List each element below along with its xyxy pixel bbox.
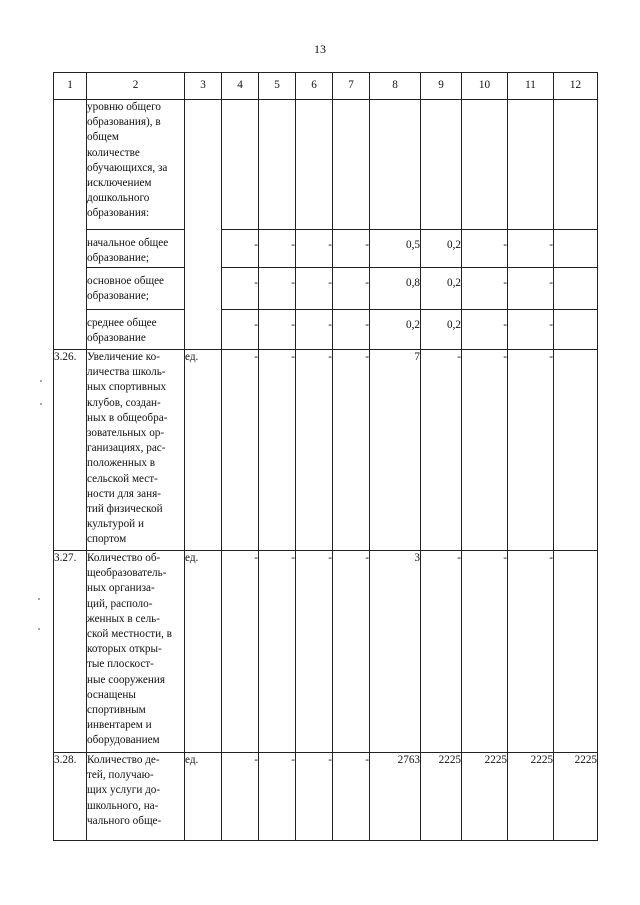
- value-cell: 0,2: [421, 268, 462, 310]
- value-cell: -: [462, 230, 508, 268]
- value-cell: -: [333, 551, 370, 753]
- row-label: Количество об- щеобразователь- ных организа- ций, располо- женных в сель- ской местности, в которых откры- тые плоскост- ные сооружения оснащены спортивным инвентарем и оборудованием: [87, 552, 172, 747]
- value-cell: 0,5: [370, 230, 421, 268]
- table-row: [54, 230, 598, 268]
- value-cell: -: [222, 268, 259, 310]
- header-cell: 6: [296, 73, 333, 100]
- value-cell: -: [462, 310, 508, 350]
- value-cell: -: [462, 268, 508, 310]
- header-cell: 2: [87, 73, 185, 100]
- header-cell: 1: [54, 73, 87, 100]
- value-cell: -: [508, 551, 554, 753]
- value-cell: -: [333, 350, 370, 551]
- value-cell: -: [222, 230, 259, 268]
- value-cell: 2225: [462, 753, 508, 841]
- value-cell: -: [333, 753, 370, 841]
- value-cell: -: [222, 350, 259, 551]
- unit-cell: ед.: [185, 551, 222, 753]
- header-cell: 10: [462, 73, 508, 100]
- scan-speck: [38, 598, 40, 600]
- value-cell: 0,2: [370, 310, 421, 350]
- scan-speck: [38, 628, 40, 630]
- indicators-table: [53, 72, 598, 841]
- row-description: [87, 268, 185, 310]
- value-cell: 2225: [421, 753, 462, 841]
- value-cell: -: [296, 310, 333, 350]
- unit-cell: [185, 100, 222, 350]
- row-label: Количество де- тей, получаю- щих услуги до- школьного, на- чального обще-: [87, 754, 162, 827]
- row-description: [87, 100, 185, 230]
- header-cell: 11: [508, 73, 554, 100]
- table-row: [54, 310, 598, 350]
- sub-row-label: начальное общее образование;: [87, 237, 169, 265]
- value-cell: [554, 350, 598, 551]
- table-row: [54, 350, 598, 551]
- row-description-text: уровню общего образования), в общем количестве обучающихся, за исключением дошкольного образования:: [87, 101, 168, 220]
- value-cell: [554, 551, 598, 753]
- value-cell: [554, 268, 598, 310]
- value-cell: -: [333, 268, 370, 310]
- value-cell: -: [222, 310, 259, 350]
- row-description: [87, 551, 185, 753]
- table-row: [54, 551, 598, 753]
- value-cell: -: [462, 350, 508, 551]
- table-row: [54, 753, 598, 841]
- row-description: [87, 310, 185, 350]
- value-cell: -: [222, 753, 259, 841]
- value-cell: -: [259, 350, 296, 551]
- value-cell: [554, 230, 598, 268]
- value-cell: -: [421, 551, 462, 753]
- table-row: [54, 100, 598, 230]
- value-cell: -: [296, 551, 333, 753]
- value-cell: -: [508, 310, 554, 350]
- header-cell: 8: [370, 73, 421, 100]
- row-number: 3.27.: [54, 551, 87, 753]
- value-cell: -: [296, 753, 333, 841]
- value-cell: 3: [370, 551, 421, 753]
- unit-cell: ед.: [185, 350, 222, 551]
- value-cell: -: [333, 310, 370, 350]
- row-number: 3.28.: [54, 753, 87, 841]
- row-description: [87, 350, 185, 551]
- value-cell: -: [296, 230, 333, 268]
- value-cell: -: [259, 310, 296, 350]
- unit-cell: ед.: [185, 753, 222, 841]
- row-description: [87, 230, 185, 268]
- value-cell: -: [259, 230, 296, 268]
- value-cell: -: [296, 350, 333, 551]
- value-cell: -: [333, 230, 370, 268]
- header-cell: 9: [421, 73, 462, 100]
- value-cell: -: [508, 350, 554, 551]
- value-cell: -: [508, 230, 554, 268]
- scan-speck: [40, 403, 42, 405]
- value-cell: 0,2: [421, 310, 462, 350]
- header-cell: 4: [222, 73, 259, 100]
- value-cell: -: [259, 268, 296, 310]
- page-number: 13: [314, 42, 326, 56]
- scan-speck: [40, 380, 42, 382]
- value-cell: 0,8: [370, 268, 421, 310]
- header-cell: 3: [185, 73, 222, 100]
- value-cell: 7: [370, 350, 421, 551]
- table-row: [54, 268, 598, 310]
- row-label: Увеличение ко- личества школь- ных спортивных клубов, создан- ных в общеобра- зовательных ор- ганизациях, рас- положенных в сельской мест- ности для заня- тий физической культурой и спортом: [87, 351, 168, 546]
- header-cell: 5: [259, 73, 296, 100]
- row-number-cell: [54, 100, 87, 350]
- value-cell: -: [508, 268, 554, 310]
- value-cell: [554, 310, 598, 350]
- sub-row-label: среднее общее образование: [87, 317, 157, 345]
- header-row: [54, 73, 598, 100]
- value-cell: -: [462, 551, 508, 753]
- value-cell: 0,2: [421, 230, 462, 268]
- value-cell: -: [259, 551, 296, 753]
- value-cell: -: [259, 753, 296, 841]
- value-cell: -: [296, 268, 333, 310]
- row-description: [87, 753, 185, 841]
- value-cell: 2225: [554, 753, 598, 841]
- header-cell: 7: [333, 73, 370, 100]
- value-cell: 2225: [508, 753, 554, 841]
- value-cell: 2763: [370, 753, 421, 841]
- row-number: 3.26.: [54, 350, 87, 551]
- header-cell: 12: [554, 73, 598, 100]
- value-cell: -: [222, 551, 259, 753]
- sub-row-label: основное общее образование;: [87, 275, 165, 303]
- value-cell: -: [421, 350, 462, 551]
